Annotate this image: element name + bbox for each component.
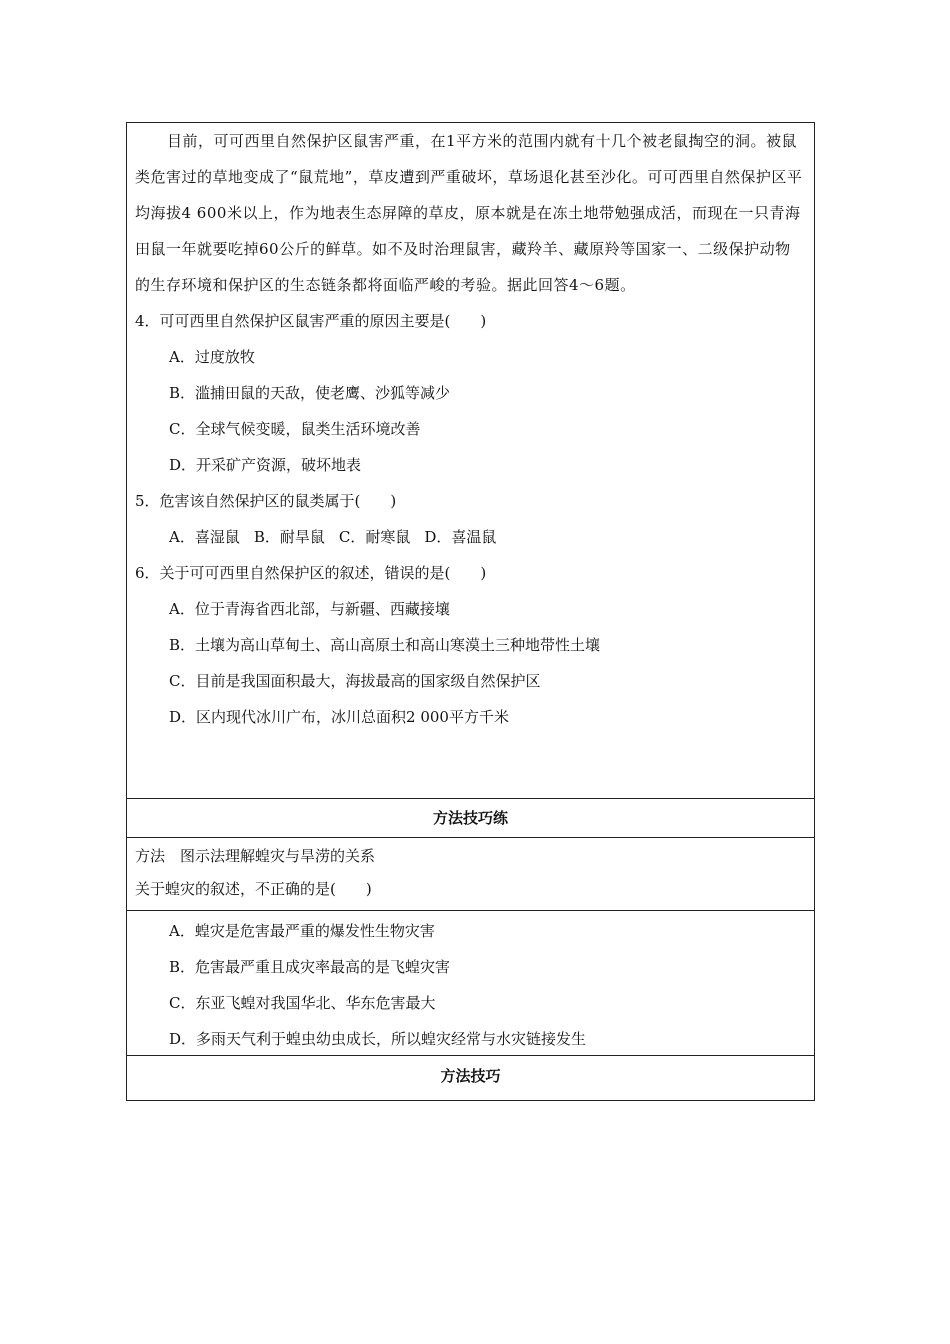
question-4-stem: 4．可可西里自然保护区鼠害严重的原因主要是( ) <box>135 312 487 330</box>
section-heading-method-practice: 方法技巧练 <box>127 799 814 838</box>
question-4-option-b: B．滥捕田鼠的天敌，使老鹰、沙狐等减少 <box>169 384 451 402</box>
method-option-d: D．多雨天气利于蝗虫幼虫成长，所以蝗灾经常与水灾链接发生 <box>169 1030 587 1048</box>
method-option-b: B．危害最严重且成灾率最高的是飞蝗灾害 <box>169 958 451 976</box>
section-heading-method-tips: 方法技巧 <box>440 1067 501 1085</box>
question-6-option-a: A．位于青海省西北部，与新疆、西藏接壤 <box>169 600 450 618</box>
question-4-option-c: C．全球气候变暖，鼠类生活环境改善 <box>169 420 421 438</box>
question-4-option-d: D．开采矿产资源，破坏地表 <box>169 456 362 474</box>
question-5-options <box>135 519 806 555</box>
question-6-option-b: B．土壤为高山草甸土、高山高原土和高山寒漠土三种地带性土壤 <box>169 636 601 654</box>
method-options-section <box>127 911 814 1056</box>
question-5-option-b: B．耐旱鼠 <box>253 528 325 546</box>
question-6-stem: 6．关于可可西里自然保护区的叙述，错误的是( ) <box>135 564 487 582</box>
reading-section <box>127 123 814 799</box>
method-question-section <box>127 838 814 911</box>
question-4-option-a: A．过度放牧 <box>169 348 255 366</box>
question-5-option-c: C．耐寒鼠 <box>338 528 411 546</box>
question-table <box>126 122 815 1101</box>
question-5-option-d: D．喜温鼠 <box>424 528 497 546</box>
question-6-option-c: C．目前是我国面积最大，海拔最高的国家级自然保护区 <box>169 672 541 690</box>
method-question-stem: 关于蝗灾的叙述，不正确的是( ) <box>135 880 372 898</box>
method-title: 方法 图示法理解蝗灾与旱涝的关系 <box>135 847 376 865</box>
question-5-option-a: A．喜湿鼠 <box>169 528 240 546</box>
method-option-a: A．蝗灾是危害最严重的爆发性生物灾害 <box>169 922 435 940</box>
method-option-c: C．东亚飞蝗对我国华北、华东危害最大 <box>169 994 436 1012</box>
reading-passage: 目前，可可西里自然保护区鼠害严重，在1平方米的范围内就有十几个被老鼠掏空的洞。被鼠类危害过的草地变成了“鼠荒地”，草皮遭到严重破坏，草场退化甚至沙化。可可西里自然保护区平均海拔4 600米以上，作为地表生态屏障的草皮，原本就是在冻土地带勉强成活，而现在一只青海田鼠一年就要吃掉60公斤的鲜草。如不及时治理鼠害，藏羚羊、藏原羚等国家一、二级保护动物的生存环境和保护区的生态链条都将面临严峻的考验。据此回答4～6题。 <box>135 132 803 294</box>
question-5-stem: 5．危害该自然保护区的鼠类属于( ) <box>135 492 397 510</box>
question-6-option-d: D．区内现代冰川广布，冰川总面积2 000平方千米 <box>169 708 509 726</box>
